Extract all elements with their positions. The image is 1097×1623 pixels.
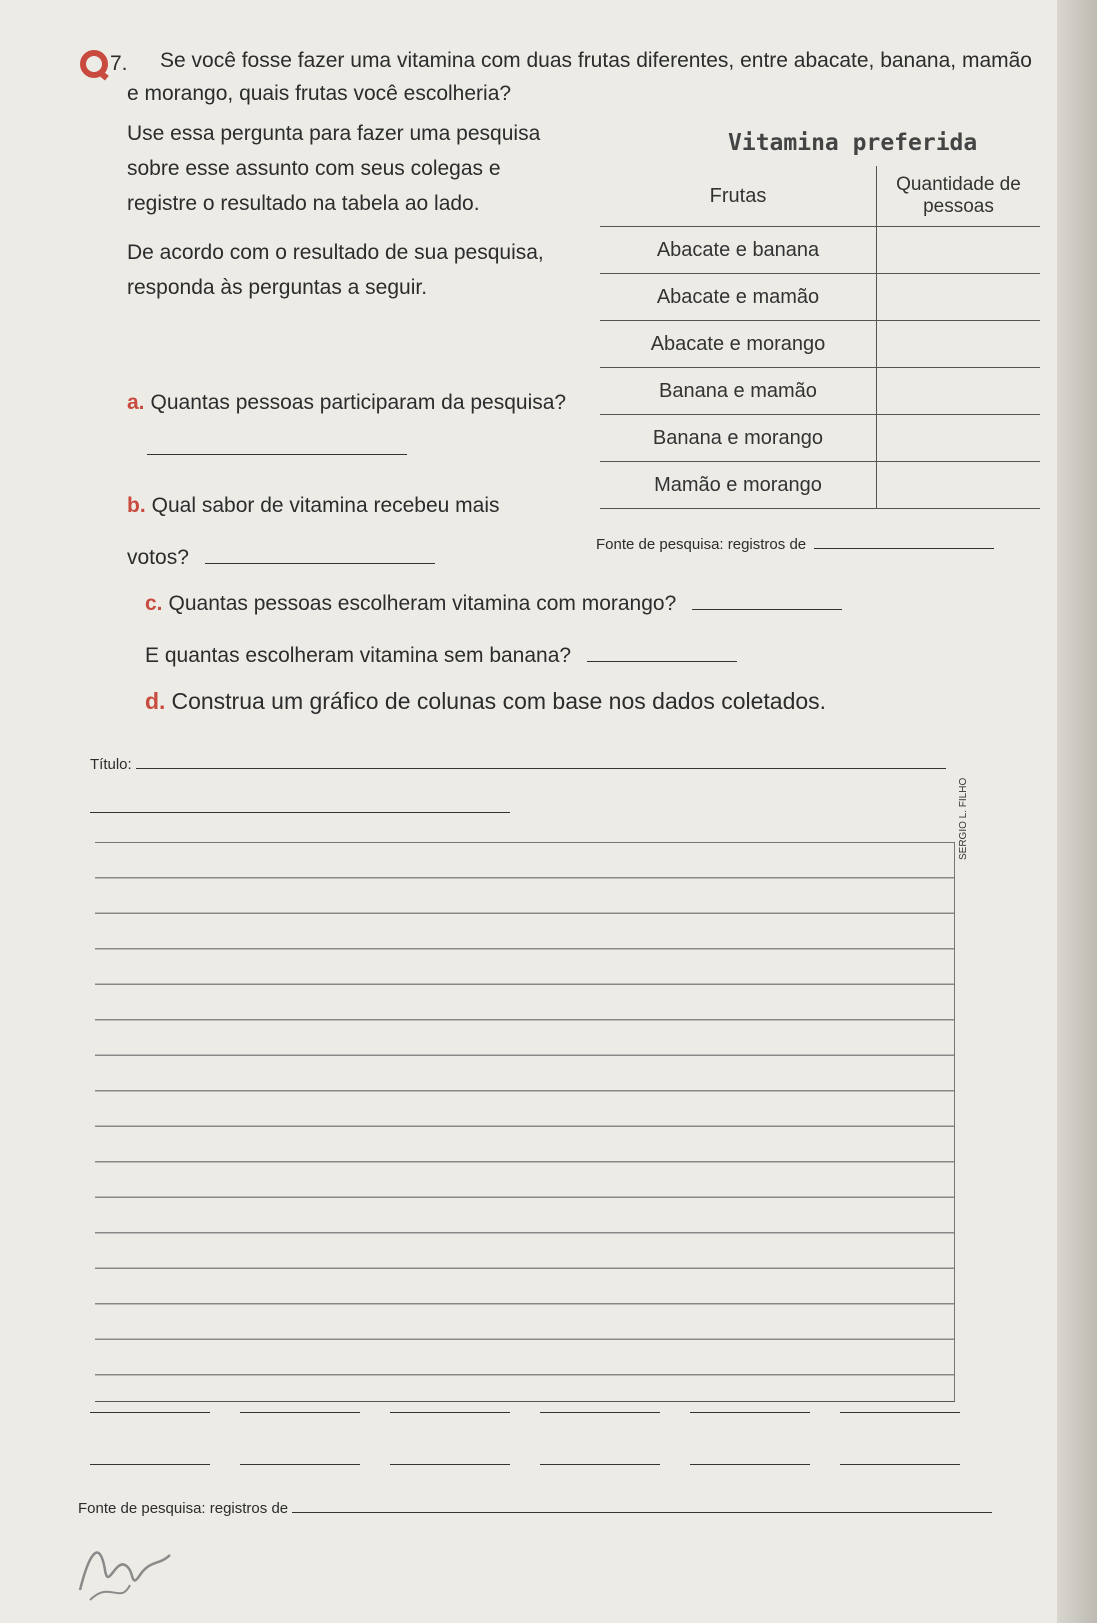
table-row xyxy=(600,415,1040,462)
item-c-text: Quantas pessoas escolheram vitamina com morango? xyxy=(168,592,677,615)
chart-source: Fonte de pesquisa: registros de xyxy=(78,1500,992,1517)
table-row xyxy=(600,462,1040,509)
item-b xyxy=(127,480,567,584)
item-c-text-2: E quantas escolheram vitamina sem banana? xyxy=(145,644,572,667)
category-label-blank[interactable] xyxy=(90,1462,210,1465)
row-quantity-cell[interactable] xyxy=(877,274,1041,321)
category-label-blank[interactable] xyxy=(690,1410,810,1413)
chart-title-blank-2[interactable] xyxy=(90,812,510,813)
item-a-marker: a. xyxy=(127,391,145,414)
answer-c1-blank[interactable] xyxy=(692,589,842,610)
category-label-blank[interactable] xyxy=(90,1410,210,1413)
row-fruit: Banana e mamão xyxy=(600,368,877,415)
col-header-quantity: Quantidade de pessoas xyxy=(877,166,1041,227)
category-label-blank[interactable] xyxy=(540,1410,660,1413)
page-edge xyxy=(1057,0,1097,1623)
item-c xyxy=(145,578,1045,682)
chart-title-blank[interactable] xyxy=(136,756,946,769)
row-quantity-cell[interactable] xyxy=(877,227,1041,274)
instructions xyxy=(127,116,547,319)
category-label-blank[interactable] xyxy=(690,1462,810,1465)
table-row xyxy=(600,368,1040,415)
item-b-text: Qual sabor de vitamina recebeu mais votos? xyxy=(127,494,500,569)
author-credit: SERGIO L. FILHO xyxy=(958,777,969,860)
table-row xyxy=(600,227,1040,274)
question-number: 7. xyxy=(110,52,128,75)
table-source: Fonte de pesquisa: registros de xyxy=(596,536,994,553)
question-intro: Se você fosse fazer uma vitamina com duas frutas diferentes, entre abacate, banana, mamão e morango, quais frutas você escolheria? xyxy=(127,49,1032,105)
col-header-fruits: Frutas xyxy=(600,166,877,227)
row-fruit: Banana e morango xyxy=(600,415,877,462)
item-d-text: Construa um gráfico de colunas com base nos dados coletados. xyxy=(171,688,827,714)
row-fruit: Abacate e mamão xyxy=(600,274,877,321)
table-title: Vitamina preferida xyxy=(728,130,978,156)
row-quantity-cell[interactable] xyxy=(877,462,1041,509)
chart-title-label: Título: xyxy=(90,756,132,773)
row-quantity-cell[interactable] xyxy=(877,415,1041,462)
item-a xyxy=(127,380,567,472)
item-b-marker: b. xyxy=(127,494,146,517)
table-grid xyxy=(600,166,1040,509)
row-quantity-cell[interactable] xyxy=(877,368,1041,415)
category-label-blank[interactable] xyxy=(840,1462,960,1465)
row-quantity-cell[interactable] xyxy=(877,321,1041,368)
answer-b-blank[interactable] xyxy=(205,543,435,564)
item-d-marker: d. xyxy=(145,688,166,714)
item-c-line-1 xyxy=(145,578,1045,630)
question-badge-icon xyxy=(80,50,108,78)
chart-grid[interactable] xyxy=(95,842,955,1402)
chart-title-field xyxy=(90,756,980,773)
instruction-paragraph-1: Use essa pergunta para fazer uma pesquisa sobre esse assunto com seus colegas e registre o resultado na tabela ao lado. xyxy=(127,122,541,215)
row-fruit: Mamão e morango xyxy=(600,462,877,509)
preference-table xyxy=(600,116,1040,509)
chart-source-blank[interactable] xyxy=(292,1500,992,1513)
answer-c2-blank[interactable] xyxy=(587,641,737,662)
item-c-marker: c. xyxy=(145,592,163,615)
table-row xyxy=(600,274,1040,321)
category-label-blank[interactable] xyxy=(390,1462,510,1465)
row-fruit: Abacate e morango xyxy=(600,321,877,368)
instruction-paragraph-2: De acordo com o resultado de sua pesquisa, responda às perguntas a seguir. xyxy=(127,241,544,299)
item-d xyxy=(145,688,826,715)
category-label-blank[interactable] xyxy=(390,1410,510,1413)
category-label-blank[interactable] xyxy=(540,1462,660,1465)
answer-a-blank[interactable] xyxy=(147,434,407,455)
handwritten-signature-icon xyxy=(70,1530,180,1610)
category-label-blank[interactable] xyxy=(840,1410,960,1413)
category-label-blank[interactable] xyxy=(240,1410,360,1413)
category-label-blank[interactable] xyxy=(240,1462,360,1465)
table-source-blank[interactable] xyxy=(814,536,994,549)
category-label-blanks-row-2 xyxy=(90,1462,960,1465)
category-label-blanks-row-1 xyxy=(90,1410,960,1413)
item-c-line-2 xyxy=(145,630,1045,682)
table-row xyxy=(600,321,1040,368)
row-fruit: Abacate e banana xyxy=(600,227,877,274)
item-a-text: Quantas pessoas participaram da pesquisa? xyxy=(150,391,567,414)
